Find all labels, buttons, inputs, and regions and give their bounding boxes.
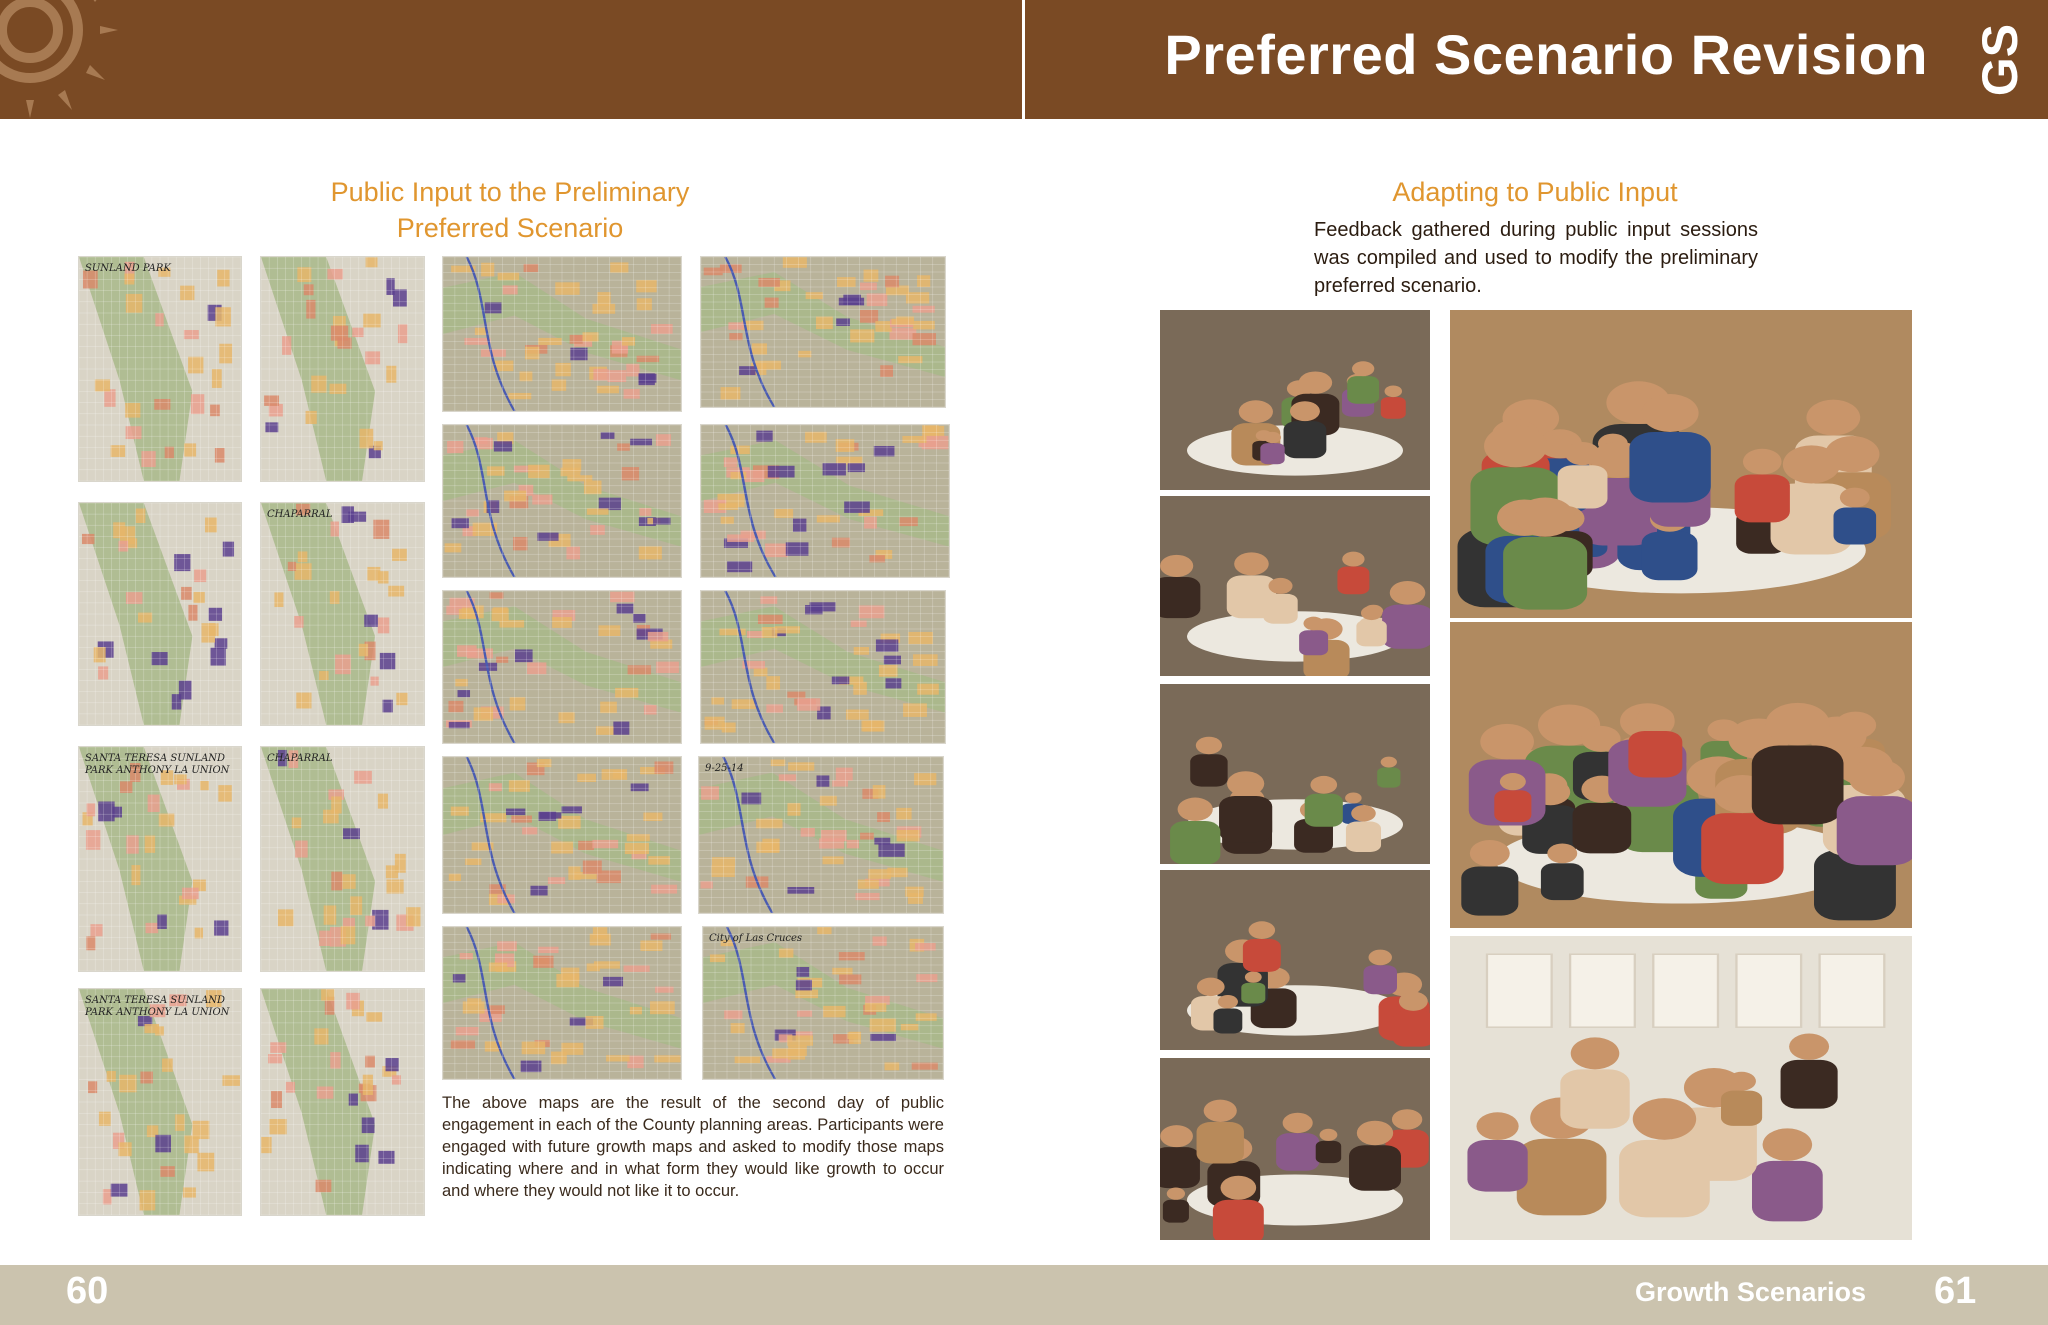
map-thumbnail [700,590,946,744]
map-art [443,591,681,743]
map-art [443,425,681,577]
map-thumbnail [260,988,425,1216]
map-thumbnail [700,256,946,408]
map-thumbnail [78,746,242,972]
map-art [261,257,424,481]
intro-paragraph: Feedback gathered during public input sessions was compiled and used to modify the preliminary preferred scenario. [1314,219,1758,297]
page-number-right: 61 [1934,1270,1977,1312]
map-thumbnail [698,756,944,914]
page-title: Preferred Scenario Revision [1164,23,1928,86]
map-art [79,257,241,481]
map-handwritten-note: 9-25-14 [705,763,744,774]
page-number-left: 60 [66,1270,109,1312]
map-handwritten-note: City of Las Cruces [709,933,803,944]
meeting-photo [1450,622,1912,928]
map-handwritten-note: SANTA TERESA SUNLAND PARK ANTHONY LA UNION [85,995,230,1018]
map-thumbnail [442,926,682,1080]
sun-logo-icon [0,0,120,119]
workshop-photo [1160,870,1430,1050]
map-art [699,757,943,913]
photo-art [1450,936,1912,1240]
map-art [79,503,241,725]
map-art [261,747,424,971]
map-thumbnail [78,502,242,726]
workshop-photo [1160,310,1430,490]
maps-caption: The above maps are the result of the second day of public engagement in each of the County planning areas. Participants were engaged with future growth maps and asked to modify those maps indicating where and in what form they would like growth to occur and where they would not like it to occur. [442,1094,944,1200]
map-thumbnail [78,256,242,482]
map-art [703,927,943,1079]
meeting-photo [1450,310,1912,618]
map-thumbnail [78,988,242,1216]
workshop-photo [1160,684,1430,864]
photo-art [1160,1058,1430,1240]
map-thumbnail [442,590,682,744]
map-handwritten-note: CHAPARRAL [267,509,333,520]
right-heading: Adapting to Public Input [1392,177,1678,207]
map-art [701,591,945,743]
section-code-label: GS [1972,23,2028,96]
map-art [261,989,424,1215]
photo-art [1160,684,1430,864]
map-thumbnail [442,424,682,578]
photo-art [1160,310,1430,490]
workshop-photo [1160,1058,1430,1240]
photo-art [1160,870,1430,1050]
map-art [79,989,241,1215]
map-thumbnail [260,256,425,482]
left-heading [280,174,740,246]
map-handwritten-note: CHAPARRAL [267,753,333,764]
map-art [261,503,424,725]
map-art [443,757,681,913]
map-art [701,257,945,407]
photo-art [1450,310,1912,618]
workshop-photo [1160,496,1430,676]
photo-art [1160,496,1430,676]
section-code [1970,12,2030,107]
map-thumbnail [260,746,425,972]
meeting-photo [1450,936,1912,1240]
map-thumbnail [260,502,425,726]
map-thumbnail [702,926,944,1080]
map-thumbnail [700,424,950,578]
header-band-left [0,0,1022,119]
map-handwritten-note: SUNLAND PARK [85,263,171,274]
map-thumbnail [442,756,682,914]
photo-art [1450,622,1912,928]
map-thumbnail [442,256,682,412]
map-art [79,747,241,971]
left-heading-line2: Preferred Scenario [396,213,624,243]
left-heading-line1: Public Input to the Preliminary [330,177,690,207]
footer-section-label: Growth Scenarios [1634,1277,1866,1307]
map-handwritten-note: SANTA TERESA SUNLAND PARK ANTHONY LA UNION [85,753,230,776]
map-art [701,425,949,577]
map-art [443,257,681,411]
map-art [443,927,681,1079]
